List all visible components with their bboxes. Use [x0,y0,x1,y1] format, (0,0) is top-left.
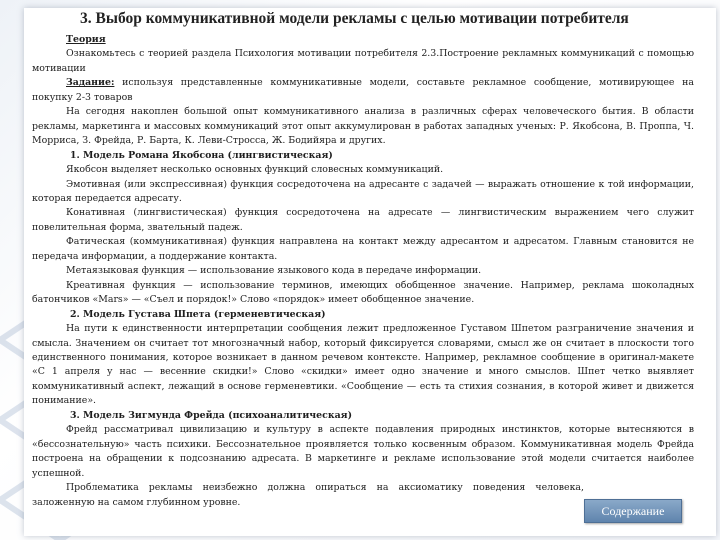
paragraph: Якобсон выделяет несколько основных функций словесных коммуникаций. [66,164,444,176]
paragraph: Конативная (лингвистическая) функция сосредоточена на адресате — лингвистическим выражением чего служит повелительная форма, звательный падеж. [32,207,694,233]
paragraph: Метаязыковая функция — использование языкового кода в передаче информации. [66,265,482,277]
page-title: 3. Выбор коммуникативной модели рекламы с целью мотивации потребителя [80,10,629,27]
document-body [32,33,694,510]
paragraph: Ознакомьтесь с теорией раздела Психология мотивации потребителя 2.3.Построение рекламных коммуникаций с помощью мотивации [32,48,694,74]
paragraph: На пути к единственности интерпретации сообщения лежит предложенное Густавом Шпетом разграничение значения и смысла. Значением он считает тот многозначный набор, который фиксируется словарями, смысл же он считает в плоскости того единственного понимания, которое возникает в данном речевом контексте. Например, рекламное сообщение в оригинал-макете «С 1 апреля у нас — весенние скидки!» Слово «скидки» имеет одно значение и много смыслов. Шпет четко выявляет коммуникативный аспект, лежащий в основе герменевтики. «Сообщение — есть та стихия сознания, в которой живет и движется понимание». [32,323,694,407]
section-heading: 1. Модель Романа Якобсона (лингвистическая) [70,149,333,161]
paragraph: Фатическая (коммуникативная) функция направлена на контакт между адресантом и адресатом. Главным становится не передача информации, а поддержание контакта. [32,236,694,262]
paragraph: На сегодня накоплен большой опыт коммуникативного анализа в различных сферах человеческого бытия. В области рекламы, маркетинга и массовых коммуникаций этот опыт аккумулирован в работах западных ученых: Р. Якобсона, В. Проппа, Ч. Морриса, З. Фрейда, Р. Барта, К. Леви-Стросса, Ж. Бодийяра и других. [32,106,694,147]
task-text: используя представленные коммуникативные модели, составьте рекламное сообщение, мотивирующее на покупку 2-3 товаров [32,77,694,103]
theory-heading [32,33,694,47]
paragraph: Креативная функция — использование терминов, имеющих обобщенное значение. Например, реклама шоколадных батончиков «Mars» — «Съел и порядок!» Слово «порядок» имеет обобщенное значение. [32,279,694,306]
section-heading: 3. Модель Зигмунда Фрейда (психоаналитическая) [70,409,353,421]
task-paragraph [32,76,694,105]
paragraph: Проблематика рекламы неизбежно должна опираться на аксиоматику поведения человека, заложенную на самом глубинном уровне. [32,482,584,508]
theory-label: Теория [66,34,106,45]
paragraph: Фрейд рассматривал цивилизацию и культуру в аспекте подавления природных инстинктов, которые вытесняются в «бессознательную» часть психики. Бессознательное проявляется только косвенным образом. Коммуникативная модель Фрейда построена на обращении к подсознанию адресата. В маркетинге и рекламе использование этой модели считается наиболее успешной. [32,424,694,479]
task-label: Задание: [66,77,115,89]
paragraph: Эмотивная (или экспрессивная) функция сосредоточена на адресанте с задачей — выражать отношение к той информации, которая передается адресату. [32,178,694,204]
contents-button[interactable]: Содержание [584,499,682,523]
section-heading: 2. Модель Густава Шпета (герменевтическая) [70,308,326,320]
